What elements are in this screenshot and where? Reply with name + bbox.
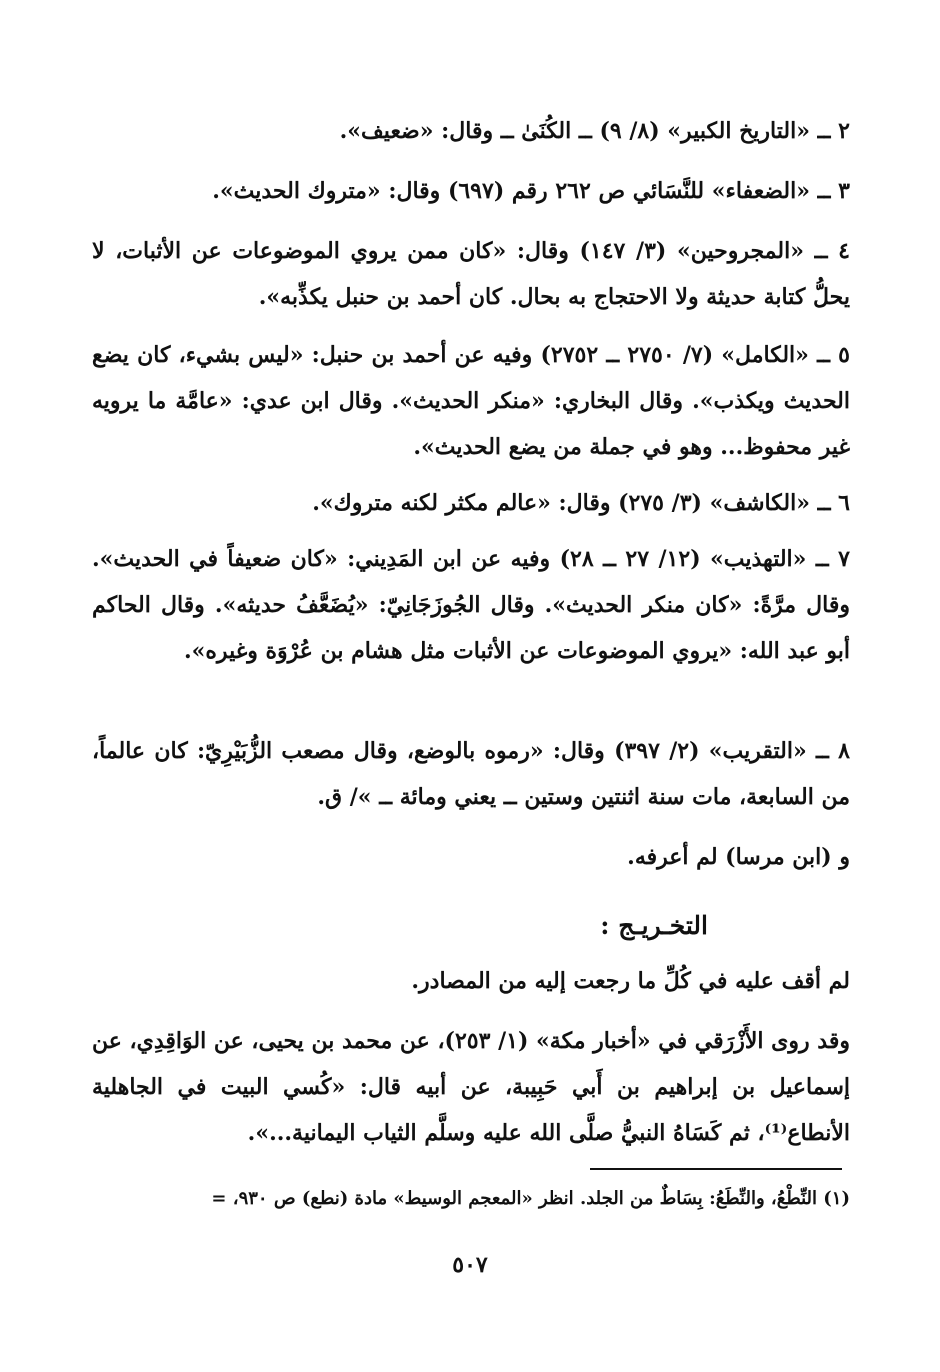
page-footnote: (١) النِّطْعُ، والنِّطَعُ: بِسَاطٌ من الجلد. انظر «المعجم الوسيط» مادة (نطع) ص ٩٣٠، = <box>211 1188 850 1209</box>
footnote-entry-2: ٢ ــ «التاريخ الكبير» (٨/ ٩) ــ الكُنَىٰ ــ وقال: «ضعيف». <box>339 118 850 144</box>
section-heading-takhrij: التخـريـج : <box>600 911 708 940</box>
page-number: ٥٠٧ <box>452 1252 488 1278</box>
footnote-entry-4: ٤ ــ «المجروحين» (٣/ ١٤٧) وقال: «كان ممن يروي الموضوعات عن الأثبات، لا يحلُّ كتابة حديثة ولا الاحتجاج به بحال. كان أحمد بن حنبل يكذِّبه». <box>92 238 850 310</box>
footnote-separator <box>590 1168 842 1170</box>
footnote-entry-8: ٨ ــ «التقريب» (٢/ ٣٩٧) وقال: «رموه بالوضع، وقال مصعب الزُّبَيْرِيّ: كان عالماً، من السابعة، مات سنة اثنتين وستين ــ يعني ومائة ــ »/ ق. <box>92 738 850 810</box>
takhrij-paragraph-2: وقد روى الأَزْرَقي في «أخبار مكة» (١/ ٢٥٣)، عن محمد بن يحيى، عن الوَاقِدِي، عن إسماعيل بن إبراهيم بن أَبي حَبِيبة، عن أبيه قال: «كُسي البيت في الجاهلية الأنطاع⁽¹⁾، ثم كَسَاهُ النبيُّ صلَّى الله عليه وسلَّم الثياب اليمانية...». <box>92 1028 851 1146</box>
unknown-narrator-note: و (ابن مرسا) لم أعرفه. <box>627 844 850 870</box>
footnote-entry-3: ٣ ــ «الضعفاء» للنَّسَائي ص ٢٦٢ رقم (٦٩٧) وقال: «متروك الحديث». <box>212 178 850 204</box>
takhrij-paragraph-1: لم أقف عليه في كُلِّ ما رجعت إليه من المصادر. <box>411 968 850 994</box>
footnote-entry-6: ٦ ــ «الكاشف» (٣/ ٢٧٥) وقال: «عالم مكثر لكنه متروك». <box>312 490 850 516</box>
footnote-entry-5: ٥ ــ «الكامل» (٧/ ٢٧٥٠ ــ ٢٧٥٢) وفيه عن أحمد بن حنبل: «ليس بشيء، كان يضع الحديث ويكذب». وقال البخاري: «منكر الحديث». وقال ابن عدي: «عامَّة ما يرويه غير محفوظ... وهو في جملة من يضع الحديث». <box>92 342 850 460</box>
footnote-entry-7: ٧ ــ «التهذيب» (١٢/ ٢٧ ــ ٢٨) وفيه عن ابن المَدِيني: «كان ضعيفاً في الحديث». وقال مرَّةً: «كان منكر الحديث». وقال الجُوزَجَانِيّ: «يُضَعَّفُ حديثه». وقال الحاكم أبو عبد الله: «يروي الموضوعات عن الأثبات مثل هشام بن عُرْوَة وغيره». <box>92 546 850 664</box>
